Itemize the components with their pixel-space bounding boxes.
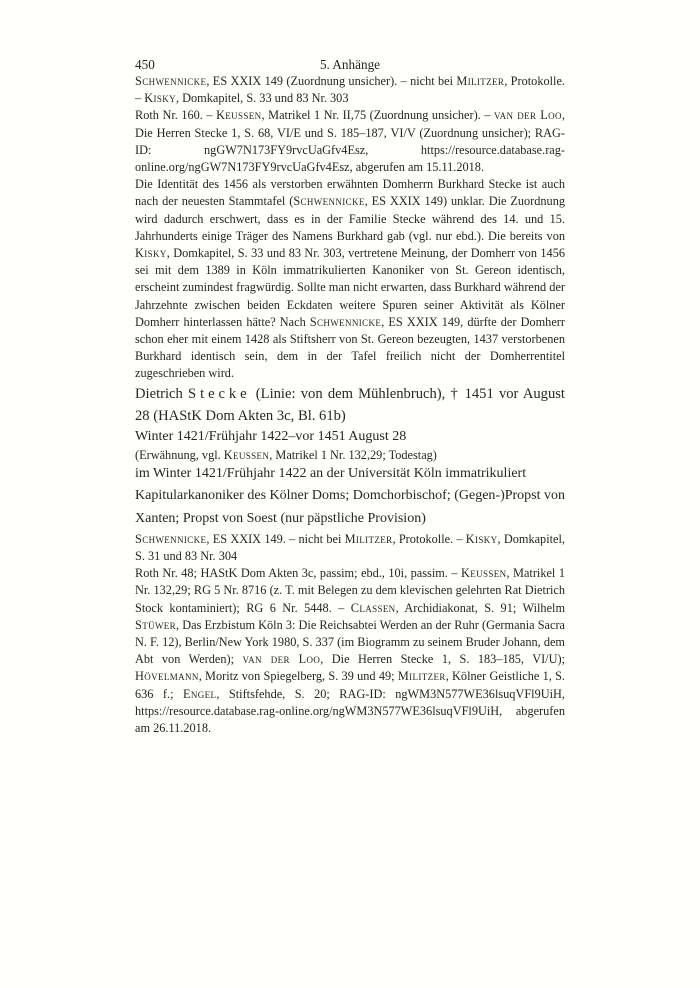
author-name: Kisky — [135, 246, 167, 261]
previous-entry-sources-paragraph — [135, 107, 565, 176]
text-segment: , Die Herren Stecke 1, S. 68, VI/E und S. 185–187, VI/V (Zuordnung unsicher); RAG-ID: — [135, 108, 565, 157]
author-name: Keussen — [460, 566, 507, 581]
chapter-title: 5. Anhänge — [319, 57, 381, 72]
text-segment: Die Identität des 1456 als verstorben erwähnten Domherrn Burkhard Stecke ist auch nach der neuesten Stammtafel ( — [135, 177, 565, 209]
author-name: van der Loo — [493, 108, 562, 123]
text-segment: , Matrikel 1 Nr. II,75 (Zuordnung unsicher). – — [261, 108, 494, 123]
text-segment: Stecke — [188, 385, 251, 402]
entry-heading — [135, 383, 565, 427]
text-segment: , Die Herren Stecke 1, S. 183–185, VI/U); — [320, 652, 565, 667]
text-segment: , Moritz von Spiegelberg, S. 39 und 49; — [198, 669, 398, 684]
text-segment: , Das Erzbistum Köln 3: Die Reichsabtei Werden an der Ruhr (Germania Sacra N. F. 12), Berlin/New York 1980, S. 337 (im Biogramm zu seinem Bruder Johann, dem Abt von Werden); — [135, 617, 565, 667]
text-segment: , Domkapitel, S. 33 und 83 Nr. 303, vertretene Meinung, der Domherr von 1456 sei mit dem 1389 in Köln immatrikulierten Kanoniker von St. Gereon identisch, erscheint zumindest fragwürdig. Sollte man nicht erwarten, dass Burkhard während der Jahrzehnte zwischen beiden Eckdaten weitere Spuren seiner Aktivität als Kölner Domherr hinterlassen hätte? Nach — [135, 246, 565, 329]
text-segment: , Kölner Geistliche 1, S. 636 f.; — [135, 669, 565, 701]
text-segment: , Protokolle. – — [392, 531, 466, 546]
previous-entry-commentary-paragraph — [135, 176, 565, 382]
author-name: Hövelmann — [135, 669, 199, 684]
entry-offices-paragraph: Kapitularkanoniker des Kölner Doms; Domchorbischof; (Gegen-)Propst von Xanten; Propst von Soest (nur päpstliche Provision) — [135, 487, 566, 527]
text-segment: , ES XXIX 149 (Zuordnung unsicher). – nicht bei — [206, 74, 457, 88]
entry-sources-paragraph — [135, 565, 565, 737]
text-segment: , Domkapitel, S. 31 und 83 Nr. 304 — [135, 531, 565, 564]
text-segment: , Archidiakonat, S. 91; Wilhelm — [395, 600, 566, 615]
text-segment: (Linie: von dem Mühlenbruch), † 1451 vor August 28 (HAStK Dom Akten 3c, Bl. 61b) — [135, 385, 565, 424]
author-name: Militzer — [456, 74, 505, 88]
page-number: 450 — [135, 57, 155, 72]
author-name: Kisky — [144, 91, 176, 106]
author-name: Keussen — [216, 108, 262, 123]
reference-id: https://resource.database.rag-online.org/ngWM3N577WE36lsuqVFl9UiH — [135, 703, 500, 718]
text-segment: , abgerufen am 26.11.2018. — [135, 703, 565, 736]
text-segment: , Stiftsfehde, S. 20; RAG-ID: — [216, 686, 396, 701]
author-name: Schwennicke — [309, 314, 382, 329]
author-name: Militzer — [344, 531, 393, 546]
text-segment: , ES XXIX 149. – nicht bei — [206, 531, 345, 546]
author-name: Schwennicke — [135, 531, 207, 546]
author-name: Classen — [350, 600, 396, 615]
author-name: van der Loo — [242, 652, 321, 667]
text-segment: , Domkapitel, S. 33 und 83 Nr. 303 — [175, 91, 349, 106]
author-name: Schwennicke — [293, 194, 365, 209]
text-segment: , ES XXIX 149, dürfte der Domherr schon eher mit einem 1428 als Stiftsherr von St. Gereon bezeugten, 1437 verstorbenen Burkhard identisch sein, dem in der Tafel freilich nicht der Domherrentitel zugeschrieben wird. — [135, 314, 565, 381]
text-segment: (Erwähnung, vgl. — [135, 447, 224, 462]
text-segment: , Protokolle. – — [135, 74, 565, 106]
author-name: Kisky — [465, 531, 498, 546]
text-segment: , Matrikel 1 Nr. 132,29; Todestag) — [269, 447, 437, 462]
reference-id: ngGW7N173FY9rvcUaGfv4Esz — [204, 142, 366, 157]
reference-id: https://resource.database.rag-online.org/ngGW7N173FY9rvcUaGfv4Esz — [135, 142, 565, 175]
text-segment: , — [365, 142, 421, 157]
entry-dates-line: Winter 1421/Frühjahr 1422–vor 1451 August 28 — [135, 428, 407, 444]
author-name: Schwennicke — [135, 74, 207, 88]
author-name: Militzer — [397, 669, 446, 684]
author-name: Engel — [182, 686, 217, 701]
text-block — [135, 73, 565, 737]
previous-entry-literature-paragraph — [135, 73, 565, 107]
entry-dates-note — [135, 447, 565, 464]
running-header — [135, 56, 565, 73]
reference-id: ngWM3N577WE36lsuqVFl9UiH — [395, 686, 562, 701]
text-segment: Roth Nr. 160. – — [135, 108, 217, 123]
author-name: Keussen — [223, 447, 270, 462]
author-name: Stüwer — [135, 617, 177, 632]
text-segment: , abgerufen am 15.11.2018. — [349, 160, 485, 175]
entry-literature-paragraph — [135, 531, 565, 565]
text-segment: Dietrich — [135, 385, 189, 402]
text-segment: Roth Nr. 48; HAStK Dom Akten 3c, passim; ebd., 10i, passim. – — [135, 566, 461, 581]
text-segment: , — [561, 686, 565, 701]
text-segment: , Matrikel 1 Nr. 132,29; RG 5 Nr. 8716 (z. T. mit Belegen zu dem klevischen gelehrten Rat Dietrich Stock kontaminiert); RG 6 Nr. 5448. – — [135, 566, 565, 615]
text-segment: , ES XXIX 149) unklar. Die Zuordnung wird dadurch erschwert, dass es in der Familie Stecke während des 14. und 15. Jahrhunderts einige Träger des Namens Burkhard gab (vgl. nur ebd.). Die bereits von — [135, 194, 566, 243]
entry-matriculation-line: im Winter 1421/Frühjahr 1422 an der Universität Köln immatrikuliert — [135, 465, 527, 481]
